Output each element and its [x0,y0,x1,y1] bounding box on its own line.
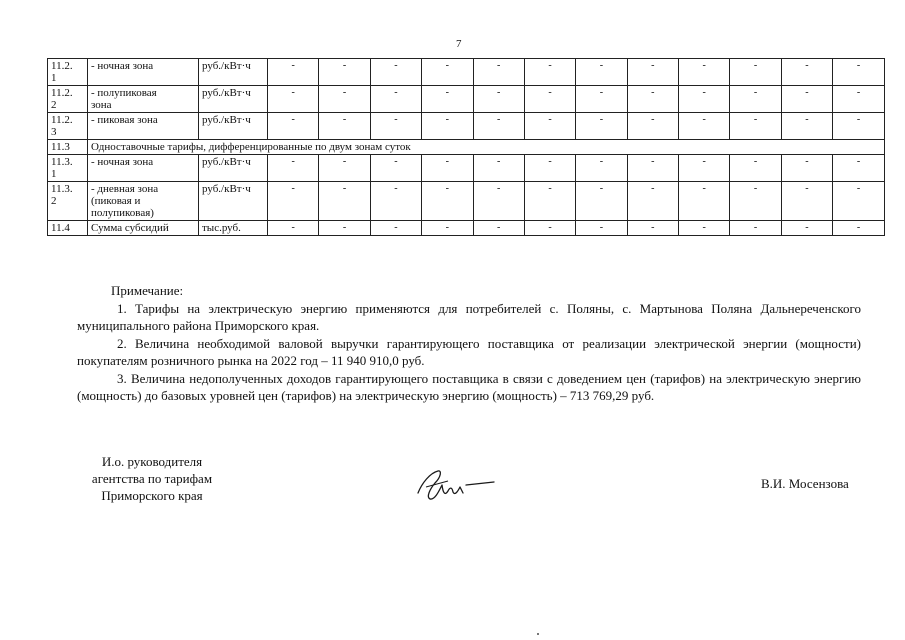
row-unit-cell: тыс.руб. [199,221,268,236]
value-cell: - [576,113,627,140]
table-row [48,113,885,140]
value-cell: - [679,86,730,113]
value-cell: - [833,86,885,113]
table-row [48,221,885,236]
value-cell: - [524,182,575,221]
value-cell: - [730,113,781,140]
value-cell: - [781,155,832,182]
value-cell: - [524,155,575,182]
notes-section [77,282,861,405]
value-cell: - [679,221,730,236]
row-number-cell: 11.3. 2 [48,182,88,221]
row-number-cell: 11.4 [48,221,88,236]
table-section-row [48,140,885,155]
value-cell: - [319,221,370,236]
row-name-cell: Сумма субсидий [88,221,199,236]
value-cell: - [730,182,781,221]
table-row [48,182,885,221]
value-cell: - [370,86,421,113]
row-name-cell: - пиковая зона [88,113,199,140]
value-cell: - [370,59,421,86]
value-cell: - [422,86,473,113]
note-item-1: 1. Тарифы на электрическую энергию применяются для потребителей с. Поляны, с. Мартынова Поляна Дальнереченского муниципального района Приморского края. [77,300,861,333]
value-cell: - [268,221,319,236]
row-number-cell: 11.3 [48,140,88,155]
value-cell: - [627,221,678,236]
value-cell: - [268,155,319,182]
value-cell: - [627,59,678,86]
value-cell: - [524,86,575,113]
note-item-3: 3. Величина недополученных доходов гарантирующего поставщика в связи с доведением цен (тарифов) на электрическую энергию (мощность) до базовых уровней цен (тарифов) на электрическую энергию (мощность) – 713 769,29 руб. [77,370,861,403]
value-cell: - [473,113,524,140]
row-name-cell: - ночная зона [88,155,199,182]
value-cell: - [576,86,627,113]
row-unit-cell: руб./кВт·ч [199,113,268,140]
tariff-table [47,58,885,236]
value-cell: - [473,155,524,182]
row-unit-cell: руб./кВт·ч [199,182,268,221]
value-cell: - [473,221,524,236]
row-name-cell: - дневная зона (пиковая и полупиковая) [88,182,199,221]
note-item-2: 2. Величина необходимой валовой выручки гарантирующего поставщика от реализации электрической энергии (мощности) покупателям розничного рынка на 2022 год – 11 940 910,0 руб. [77,335,861,368]
value-cell: - [370,113,421,140]
value-cell: - [422,113,473,140]
signer-position-line-1: И.о. руководителя [101,454,203,469]
row-number-cell: 11.3. 1 [48,155,88,182]
value-cell: - [422,59,473,86]
value-cell: - [730,221,781,236]
value-cell: - [679,182,730,221]
value-cell: - [781,221,832,236]
signer-position-line-2: агентства по тарифам [91,471,213,486]
row-number-cell: 11.2. 1 [48,59,88,86]
tariff-table-body [48,59,885,236]
value-cell: - [627,86,678,113]
value-cell: - [524,221,575,236]
section-title-cell: Одноставочные тарифы, дифференцированные по двум зонам суток [88,140,885,155]
signer-position [82,453,222,504]
value-cell: - [781,86,832,113]
value-cell: - [679,113,730,140]
value-cell: - [679,155,730,182]
value-cell: - [833,155,885,182]
value-cell: - [319,86,370,113]
value-cell: - [370,182,421,221]
value-cell: - [268,59,319,86]
value-cell: - [627,155,678,182]
row-unit-cell: руб./кВт·ч [199,86,268,113]
value-cell: - [268,86,319,113]
value-cell: - [268,113,319,140]
value-cell: - [781,59,832,86]
value-cell: - [524,59,575,86]
value-cell: - [422,155,473,182]
page-number: 7 [456,38,462,50]
row-number-cell: 11.2. 3 [48,113,88,140]
value-cell: - [730,155,781,182]
value-cell: - [576,155,627,182]
row-unit-cell: руб./кВт·ч [199,59,268,86]
value-cell: - [833,221,885,236]
table-row [48,86,885,113]
value-cell: - [524,113,575,140]
value-cell: - [370,221,421,236]
scan-artifact [537,633,539,635]
value-cell: - [422,182,473,221]
table-row [48,155,885,182]
handwritten-signature [408,463,498,507]
value-cell: - [781,182,832,221]
value-cell: - [576,221,627,236]
value-cell: - [319,59,370,86]
value-cell: - [370,155,421,182]
signer-name: В.И. Мосензова [761,476,849,491]
value-cell: - [576,59,627,86]
value-cell: - [679,59,730,86]
signer-position-line-3: Приморского края [101,488,203,503]
value-cell: - [473,182,524,221]
row-number-cell: 11.2. 2 [48,86,88,113]
value-cell: - [730,86,781,113]
notes-title: Примечание: [111,283,184,298]
value-cell: - [422,221,473,236]
table-row [48,59,885,86]
value-cell: - [319,182,370,221]
value-cell: - [833,113,885,140]
value-cell: - [833,59,885,86]
value-cell: - [473,59,524,86]
value-cell: - [781,113,832,140]
value-cell: - [319,113,370,140]
value-cell: - [730,59,781,86]
row-unit-cell: руб./кВт·ч [199,155,268,182]
value-cell: - [833,182,885,221]
value-cell: - [627,113,678,140]
row-name-cell: - ночная зона [88,59,199,86]
value-cell: - [319,155,370,182]
value-cell: - [627,182,678,221]
value-cell: - [268,182,319,221]
row-name-cell: - полупиковая зона [88,86,199,113]
value-cell: - [473,86,524,113]
value-cell: - [576,182,627,221]
